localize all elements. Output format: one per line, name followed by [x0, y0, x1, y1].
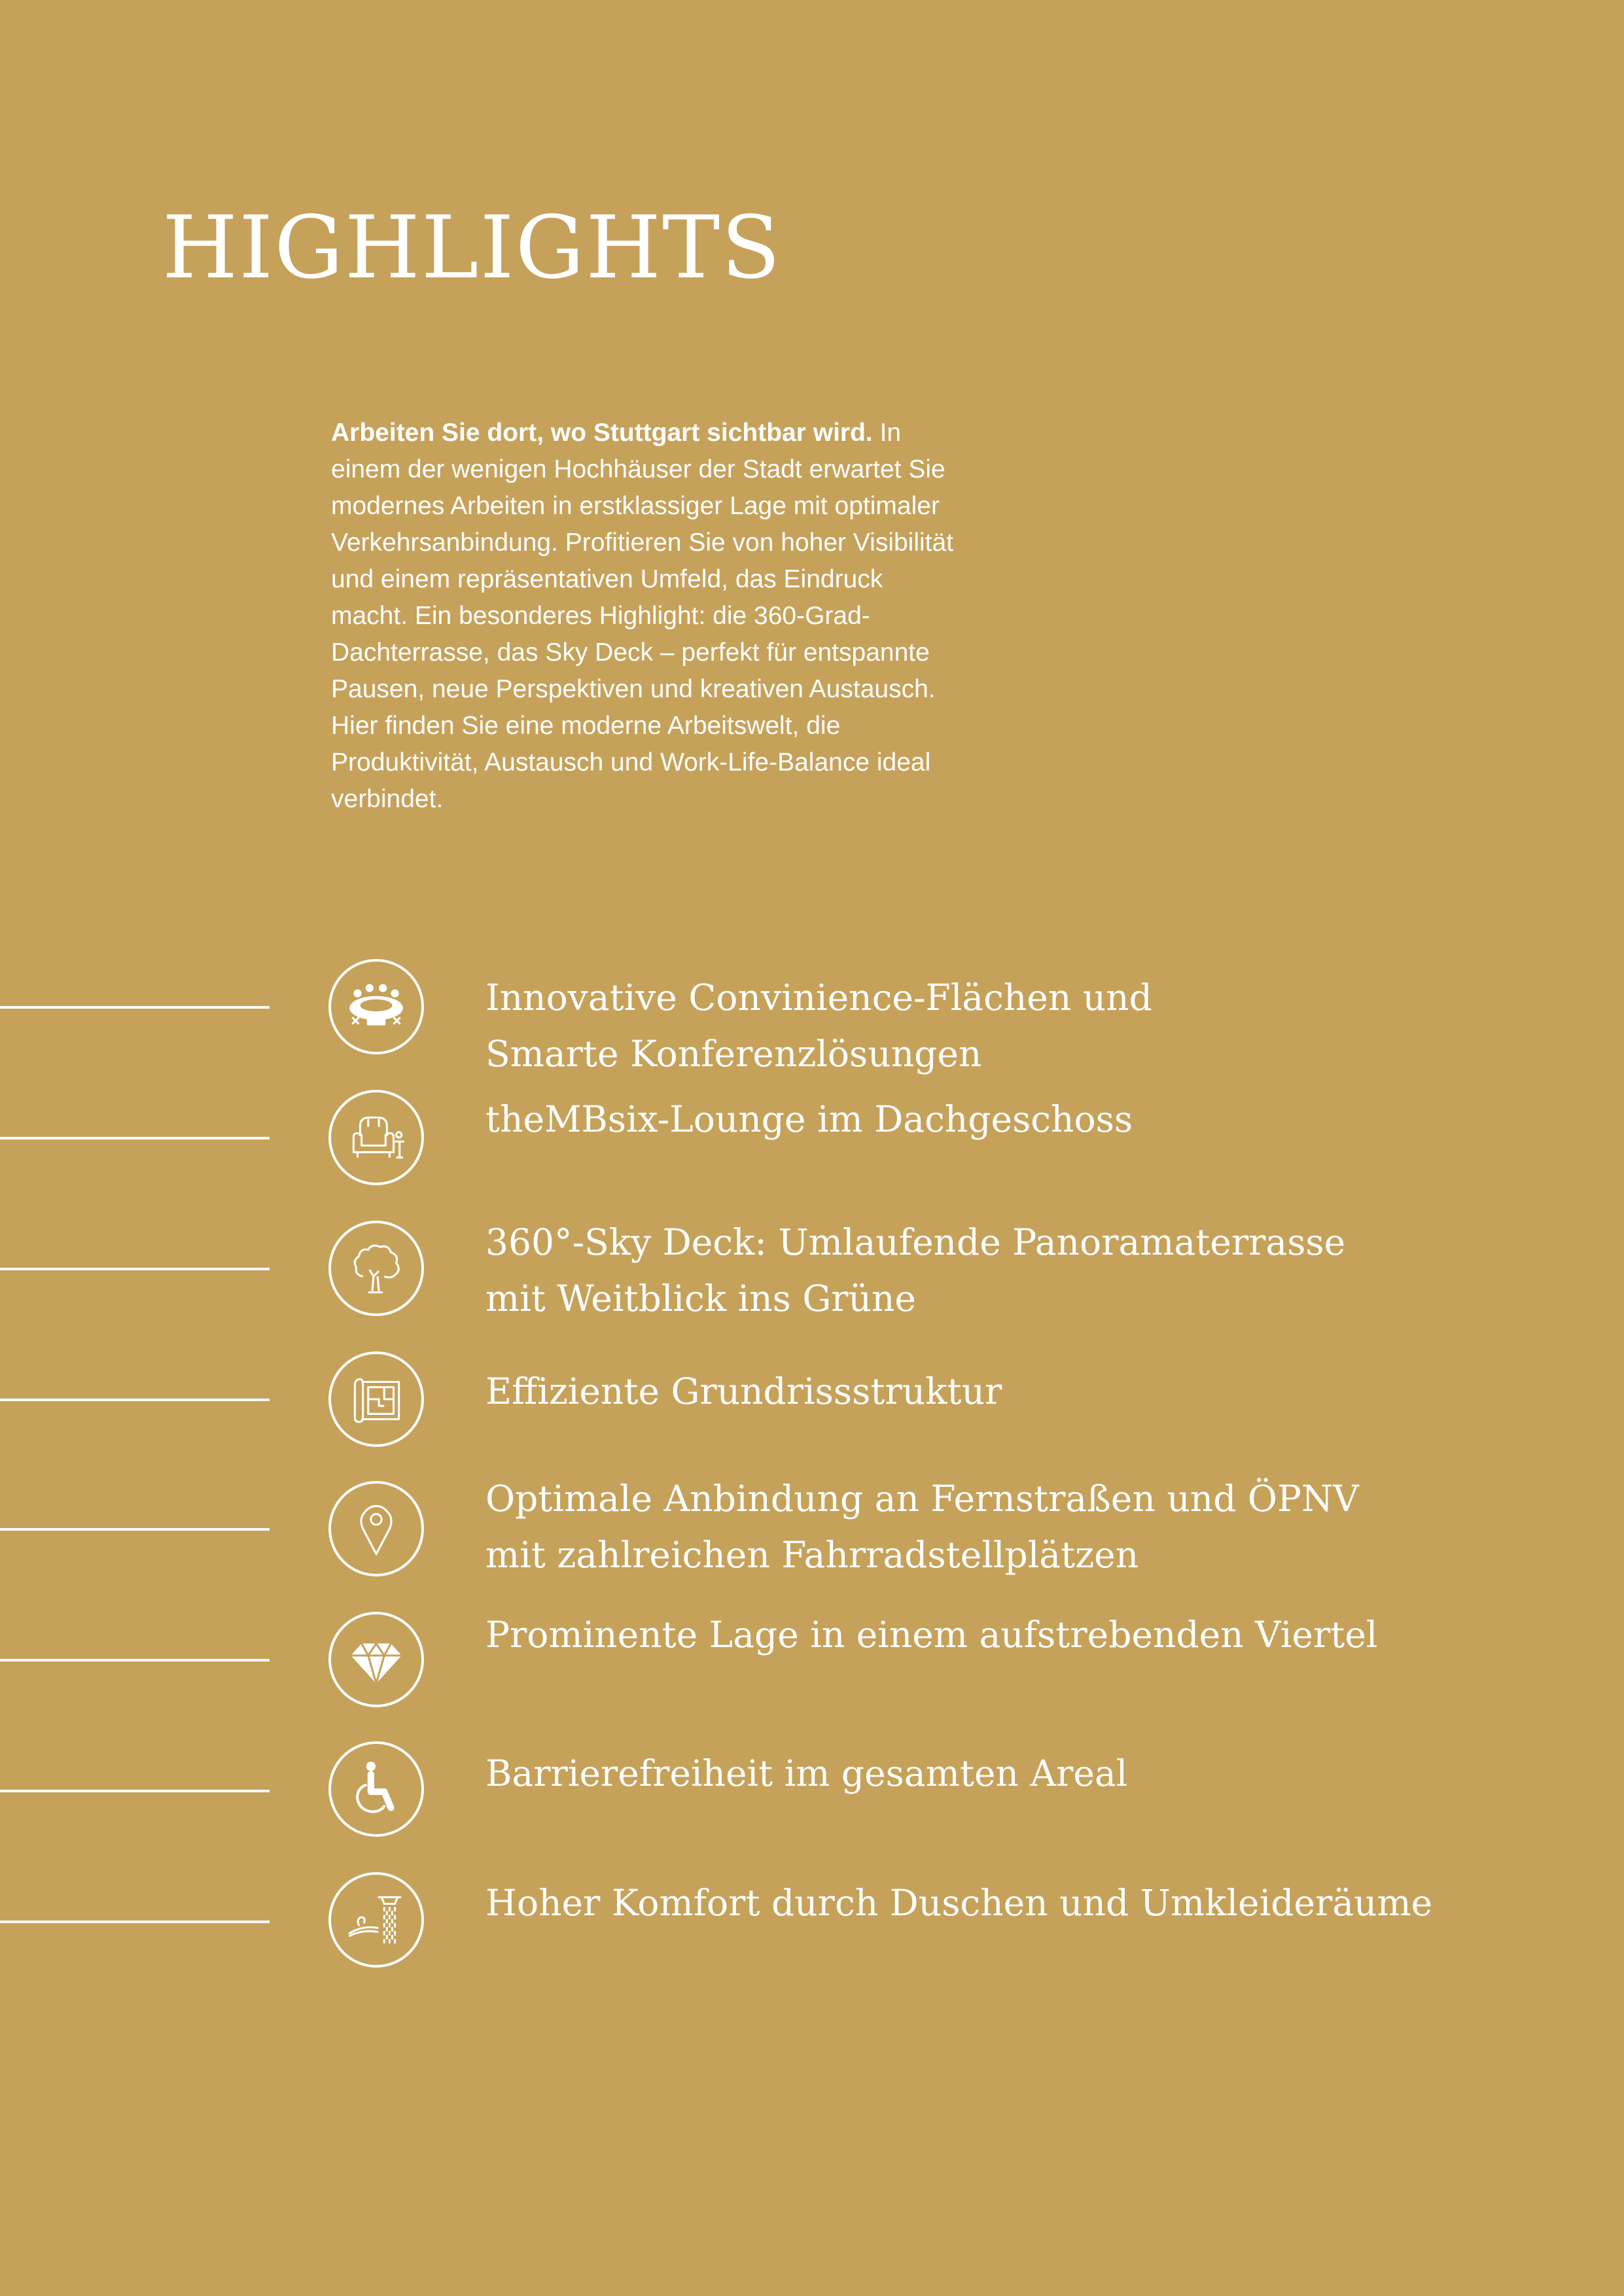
intro-body: In einem der wenigen Hochhäuser der Stadt erwartet Sie modernes Arbeiten in erstklassiger Lage mit optimaler Verkehrsanbindung. Profitieren Sie von hoher Visibilität und einem repräsentativen Umfeld, das Eindruck macht. Ein besonderes Highlight: die 360-Grad-Dachterrasse, das Sky Deck – perfekt für entspannte Pausen, neue Perspektiven und kreativen Austausch. Hier finden Sie eine moderne Arbeitswelt, die Produktivität, Austausch und Work-Life-Balance ideal verbindet. — [331, 419, 954, 813]
highlight-text: theMBsix-Lounge im Dachgeschoss — [485, 1098, 1133, 1140]
divider-line — [0, 1528, 270, 1531]
highlight-item-location — [0, 1610, 1624, 1709]
divider-line — [0, 1921, 270, 1923]
highlight-text: Hoher Komfort durch Duschen und Umkleideräume — [485, 1882, 1433, 1924]
location-pin-icon — [328, 1481, 424, 1576]
shower-icon — [328, 1872, 424, 1968]
highlight-item-showers — [0, 1872, 1624, 1970]
highlight-text: 360°-Sky Deck: Umlaufende Panoramaterrasse mit Weitblick ins Grüne — [485, 1221, 1346, 1319]
tree-icon — [328, 1221, 424, 1316]
highlight-item-conference — [0, 956, 1624, 1075]
divider-line — [0, 1006, 270, 1009]
highlight-text: Innovative Convinience-Flächen und Smarte Konferenzlösungen — [485, 977, 1152, 1075]
divider-line — [0, 1268, 270, 1270]
floor-plan-icon — [328, 1351, 424, 1447]
intro-lead: Arbeiten Sie dort, wo Stuttgart sichtbar wird. — [331, 419, 873, 447]
highlight-text: Prominente Lage in einem aufstrebenden Viertel — [485, 1614, 1378, 1656]
wheelchair-icon — [328, 1741, 424, 1837]
divider-line — [0, 1790, 270, 1792]
intro-paragraph — [331, 415, 959, 818]
highlight-item-lounge — [0, 1088, 1624, 1187]
highlight-item-sky-deck — [0, 1219, 1624, 1317]
divider-line — [0, 1659, 270, 1661]
divider-line — [0, 1137, 270, 1139]
divider-line — [0, 1399, 270, 1401]
highlight-text: Optimale Anbindung an Fernstraßen und ÖPNV mit zahlreichen Fahrradstellplätzen — [485, 1478, 1359, 1576]
conference-table-icon — [328, 959, 424, 1054]
highlight-text: Effiziente Grundrissstruktur — [485, 1370, 1002, 1412]
lounge-armchair-icon — [328, 1090, 424, 1185]
highlight-item-accessibility — [0, 1741, 1624, 1839]
highlight-item-floor-plan — [0, 1350, 1624, 1448]
diamond-icon — [328, 1612, 424, 1707]
highlight-item-connection — [0, 1480, 1624, 1578]
highlight-text: Barrierefreiheit im gesamten Areal — [485, 1752, 1128, 1794]
page-title: HIGHLIGHTS — [162, 198, 782, 298]
